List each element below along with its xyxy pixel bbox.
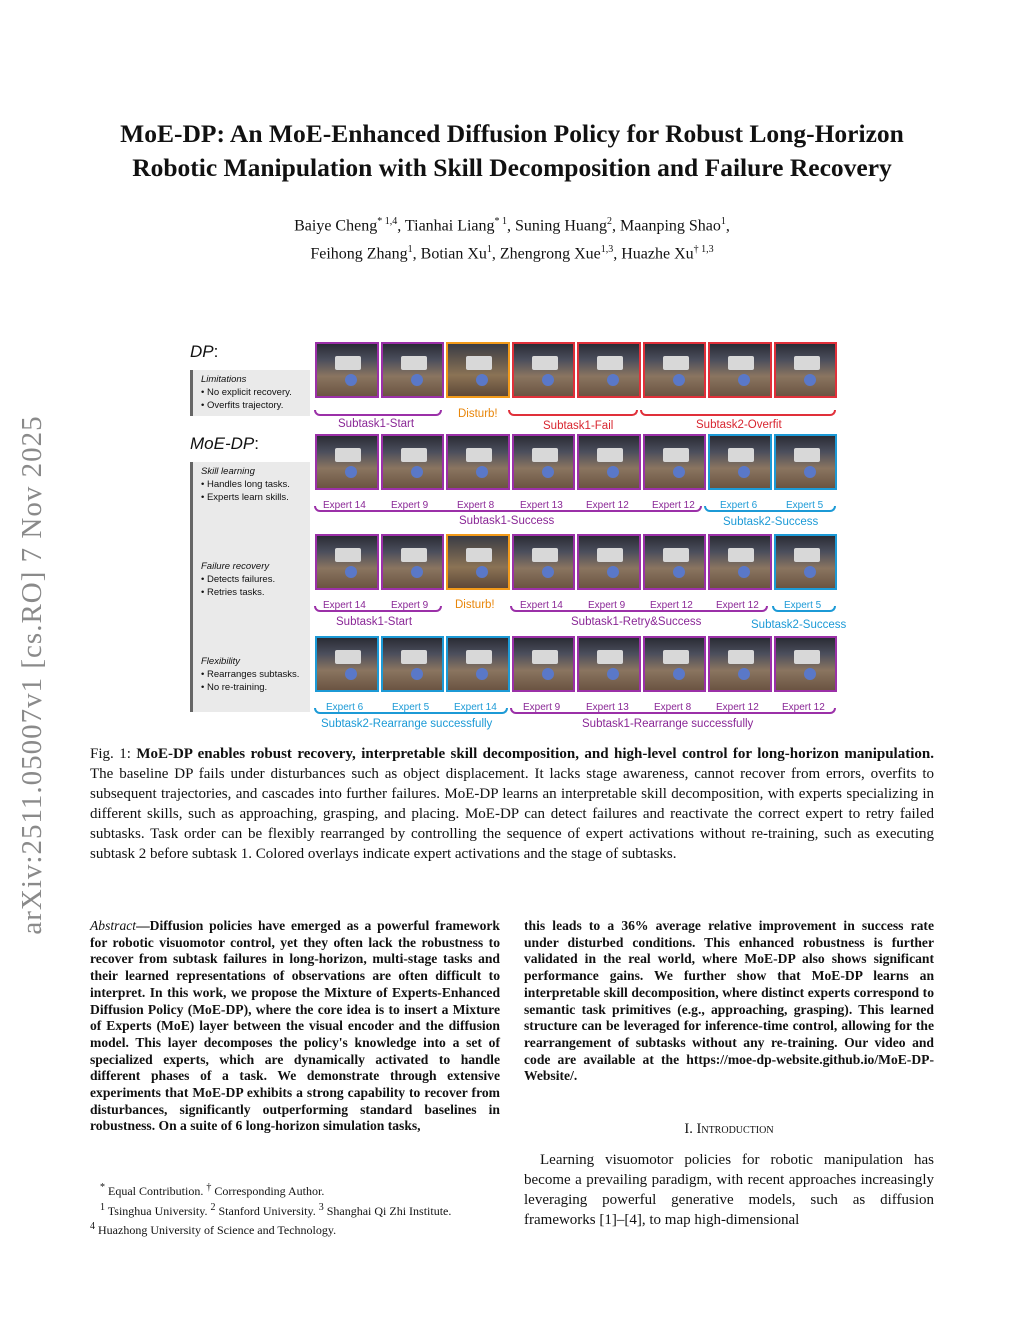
abstract-right: this leads to a 36% average relative improvement in success rate under disturbed conditions. This enhanced robustness is further validated in the real world, where MoE-DP also shows significant performance gains. We further show that MoE-DP learns an interpretable skill decomposition, where distinct experts correspond to semantic task primitives (e.g., approaching, grasping). This learned structure can be leveraged for inference-time control, allowing for the rearrangement of subtasks without any re-training. Our video and code are available at the https://moe-dp-website.github.io/MoE-DP-Website/. xyxy=(524,918,934,1084)
author-name: Huazhe Xu xyxy=(621,245,694,263)
frame xyxy=(381,534,445,590)
subtask-label: Subtask2-Rearrange successfully xyxy=(321,718,493,730)
author-affil: † 1,3 xyxy=(693,244,714,256)
title-line-1: MoE-DP: An MoE-Enhanced Diffusion Policy for Robust Long-Horizon xyxy=(120,119,904,148)
abstract-label: Abstract xyxy=(90,918,137,933)
moe-side-panel: Skill learning • Handles long tasks. • Experts learn skills. Failure recovery • Detects failures. • Retries tasks. Flexibility • Rearranges subtasks. • No re-training. xyxy=(190,462,310,712)
expert-label: Expert 14 xyxy=(323,500,366,511)
author-sep: , xyxy=(397,217,405,235)
expert-label: Expert 12 xyxy=(650,600,693,611)
subtask-label: Subtask2-Success xyxy=(751,619,847,631)
frame xyxy=(381,342,445,398)
disturb-label: Disturb! xyxy=(458,408,498,420)
expert-label: Expert 6 xyxy=(720,500,758,511)
abstract-dash: — xyxy=(136,918,150,933)
figure-caption xyxy=(90,744,934,864)
author-name: Botian Xu xyxy=(420,245,487,263)
author-sep: , xyxy=(507,217,516,235)
subtask-label: Subtask2-Success xyxy=(723,516,819,528)
skill-frame-row xyxy=(314,434,838,494)
frame xyxy=(446,636,510,692)
footnote-line: $^4$ Huazhong University of Science and Technology. xyxy=(90,1221,337,1237)
bracket xyxy=(704,506,836,512)
author-name: Zhengrong Xue xyxy=(499,245,601,263)
subtask-label: Subtask1-Rearrange successfully xyxy=(582,718,754,730)
arxiv-watermark: arXiv:2511.05007v1 [cs.RO] 7 Nov 2025 xyxy=(16,415,48,935)
author-sep: , xyxy=(612,217,621,235)
expert-label: Expert 9 xyxy=(588,600,626,611)
frame xyxy=(512,534,576,590)
introduction-text: Learning visuomotor policies for robotic manipulation has become a prevailing paradigm, with recent approaches increasingly leveraging powerful generative models, such as diffusion frameworks [1]–[4], to map high-dimensional xyxy=(524,1152,934,1228)
footnote-line: * Equal Contribution. † Corresponding Author. xyxy=(100,1182,325,1198)
frame xyxy=(774,342,838,398)
author-sep: , xyxy=(613,245,622,263)
author-name: Feihong Zhang xyxy=(310,245,408,263)
section-number: I. xyxy=(684,1121,693,1137)
frame xyxy=(577,636,641,692)
author-affil: 1 xyxy=(407,244,413,256)
author-sep: , xyxy=(491,245,500,263)
figure-1 xyxy=(186,338,847,730)
frame xyxy=(708,342,772,398)
frame xyxy=(512,636,576,692)
frame xyxy=(577,434,641,490)
section-title: Introduction xyxy=(696,1121,774,1137)
subtask-label: Subtask2-Overfit xyxy=(696,419,782,431)
frame xyxy=(512,434,576,490)
author-name: Tianhai Liang xyxy=(404,217,495,235)
caption-bold: MoE-DP enables robust recovery, interpretable skill decomposition, and high-level control for long-horizon manipulation. xyxy=(136,746,934,762)
frame xyxy=(774,534,838,590)
expert-label: Expert 9 xyxy=(523,702,561,713)
bracket xyxy=(510,708,836,714)
frame xyxy=(446,342,510,398)
frame xyxy=(774,636,838,692)
author-name: Baiye Cheng xyxy=(294,217,378,235)
expert-label: Expert 5 xyxy=(786,500,824,511)
dp-frame-row xyxy=(314,342,838,402)
expert-label: Expert 8 xyxy=(654,702,692,713)
frame xyxy=(512,342,576,398)
expert-label: Expert 12 xyxy=(782,702,825,713)
frame xyxy=(708,636,772,692)
author-affil: * 1 xyxy=(494,216,508,227)
expert-label: Expert 12 xyxy=(586,500,629,511)
frame xyxy=(708,434,772,490)
footnote-line: $^1$ Tsinghua University. $^2$ Stanford University. $^3$ Shanghai Qi Zhi Institute. xyxy=(100,1201,452,1218)
bracket xyxy=(640,410,836,416)
frame xyxy=(708,534,772,590)
frame xyxy=(577,342,641,398)
section-heading xyxy=(524,1121,934,1138)
frame xyxy=(381,434,445,490)
expert-label: Expert 14 xyxy=(454,702,497,713)
frame xyxy=(381,636,445,692)
author-affil: 1,3 xyxy=(600,244,614,256)
frame xyxy=(643,534,707,590)
bracket xyxy=(510,606,768,612)
expert-label: Expert 5 xyxy=(392,702,430,713)
expert-label: Expert 9 xyxy=(391,500,429,511)
footnotes xyxy=(90,1180,510,1239)
abstract-text: Diffusion policies have emerged as a powerful framework for robotic visuomotor control, yet they often lack the robustness to recover from subtask failures in long-horizon, multi-stage tasks and their learned representations of observations are often difficult to interpret. In this work, we propose the Mixture of Experts-Enhanced Diffusion Policy (MoE-DP), where the core idea is to insert a Mixture of Experts (MoE) layer between the visual encoder and the diffusion model. This layer decomposes the policy's knowledge into a set of specialized experts, which are dynamically activated to handle different phases of a task. We demonstrate through extensive experiments that MoE-DP exhibits a strong capability to recover from disturbances, significantly outperforming standard baselines in robustness. On a suite of 6 long-horizon simulation tasks, xyxy=(90,918,500,1134)
subtask-label: Subtask1-Start xyxy=(336,616,413,628)
expert-label: Expert 6 xyxy=(326,702,364,713)
subtask-label: Subtask1-Fail xyxy=(543,420,614,432)
bracket xyxy=(508,410,638,416)
expert-label: Expert 14 xyxy=(520,600,563,611)
expert-label: Expert 12 xyxy=(716,702,759,713)
frame xyxy=(774,434,838,490)
expert-label: Expert 12 xyxy=(652,500,695,511)
paper-title xyxy=(60,117,964,185)
disturb-label: Disturb! xyxy=(455,599,495,611)
frame xyxy=(315,342,379,398)
expert-label: Expert 13 xyxy=(520,500,563,511)
frame xyxy=(643,342,707,398)
frame xyxy=(643,636,707,692)
flexibility-frame-row xyxy=(314,636,838,696)
author-sep: , xyxy=(412,245,421,263)
subtask-label: Subtask1-Start xyxy=(338,418,415,430)
frame xyxy=(315,636,379,692)
expert-label: Expert 12 xyxy=(716,600,759,611)
author-affil: 1 xyxy=(486,244,492,256)
moe-dp-header: MoE-DP: xyxy=(190,434,259,453)
subtask-label: Subtask1-Success xyxy=(459,515,555,527)
frame xyxy=(446,434,510,490)
recovery-frame-row xyxy=(314,534,838,594)
author-line-2 xyxy=(100,238,924,266)
dp-header: DP: xyxy=(190,342,219,361)
author-name: Maanping Shao xyxy=(620,217,721,235)
bracket xyxy=(314,606,442,612)
author-list xyxy=(100,210,924,267)
bracket xyxy=(314,410,442,416)
author-sep: , xyxy=(725,217,730,235)
frame xyxy=(315,434,379,490)
caption-label: Fig. 1: xyxy=(90,746,137,762)
bracket xyxy=(772,606,836,612)
title-line-2: Robotic Manipulation with Skill Decomposition and Failure Recovery xyxy=(132,153,892,182)
author-affil: 2 xyxy=(607,216,613,227)
expert-label: Expert 9 xyxy=(391,600,429,611)
author-affil: * 1,4 xyxy=(377,216,398,227)
author-name: Suning Huang xyxy=(515,217,608,235)
expert-label: Expert 13 xyxy=(586,702,629,713)
caption-text: The baseline DP fails under disturbances such as object displacement. It lacks stage awareness, cannot recover from errors, overfits to subsequent trajectories, and cascades into further failures. MoE-DP learns an interpretable skill decomposition, with experts specializing in different skills, such as approaching, grasping, and placing. MoE-DP can detect failures and reactivate the correct expert to retry failed subtasks. Task order can be flexibly rearranged by controlling the sequence of expert activations without re-training, such as executing subtask 2 before subtask 1. Colored overlays indicate expert activations and the stage of subtasks. xyxy=(90,766,934,862)
limitations-box: Limitations • No explicit recovery. • Overfits trajectory. xyxy=(190,370,310,416)
abstract-left xyxy=(90,918,500,1135)
frame xyxy=(446,534,510,590)
author-affil: 1 xyxy=(720,216,726,227)
expert-label: Expert 5 xyxy=(784,600,822,611)
frame xyxy=(643,434,707,490)
subtask-label: Subtask1-Retry&Success xyxy=(571,616,702,628)
expert-label: Expert 8 xyxy=(457,500,495,511)
bracket xyxy=(314,506,702,512)
expert-label: Expert 14 xyxy=(323,600,366,611)
bracket xyxy=(314,708,508,714)
frame xyxy=(315,534,379,590)
author-line-1 xyxy=(100,210,924,238)
frame xyxy=(577,534,641,590)
